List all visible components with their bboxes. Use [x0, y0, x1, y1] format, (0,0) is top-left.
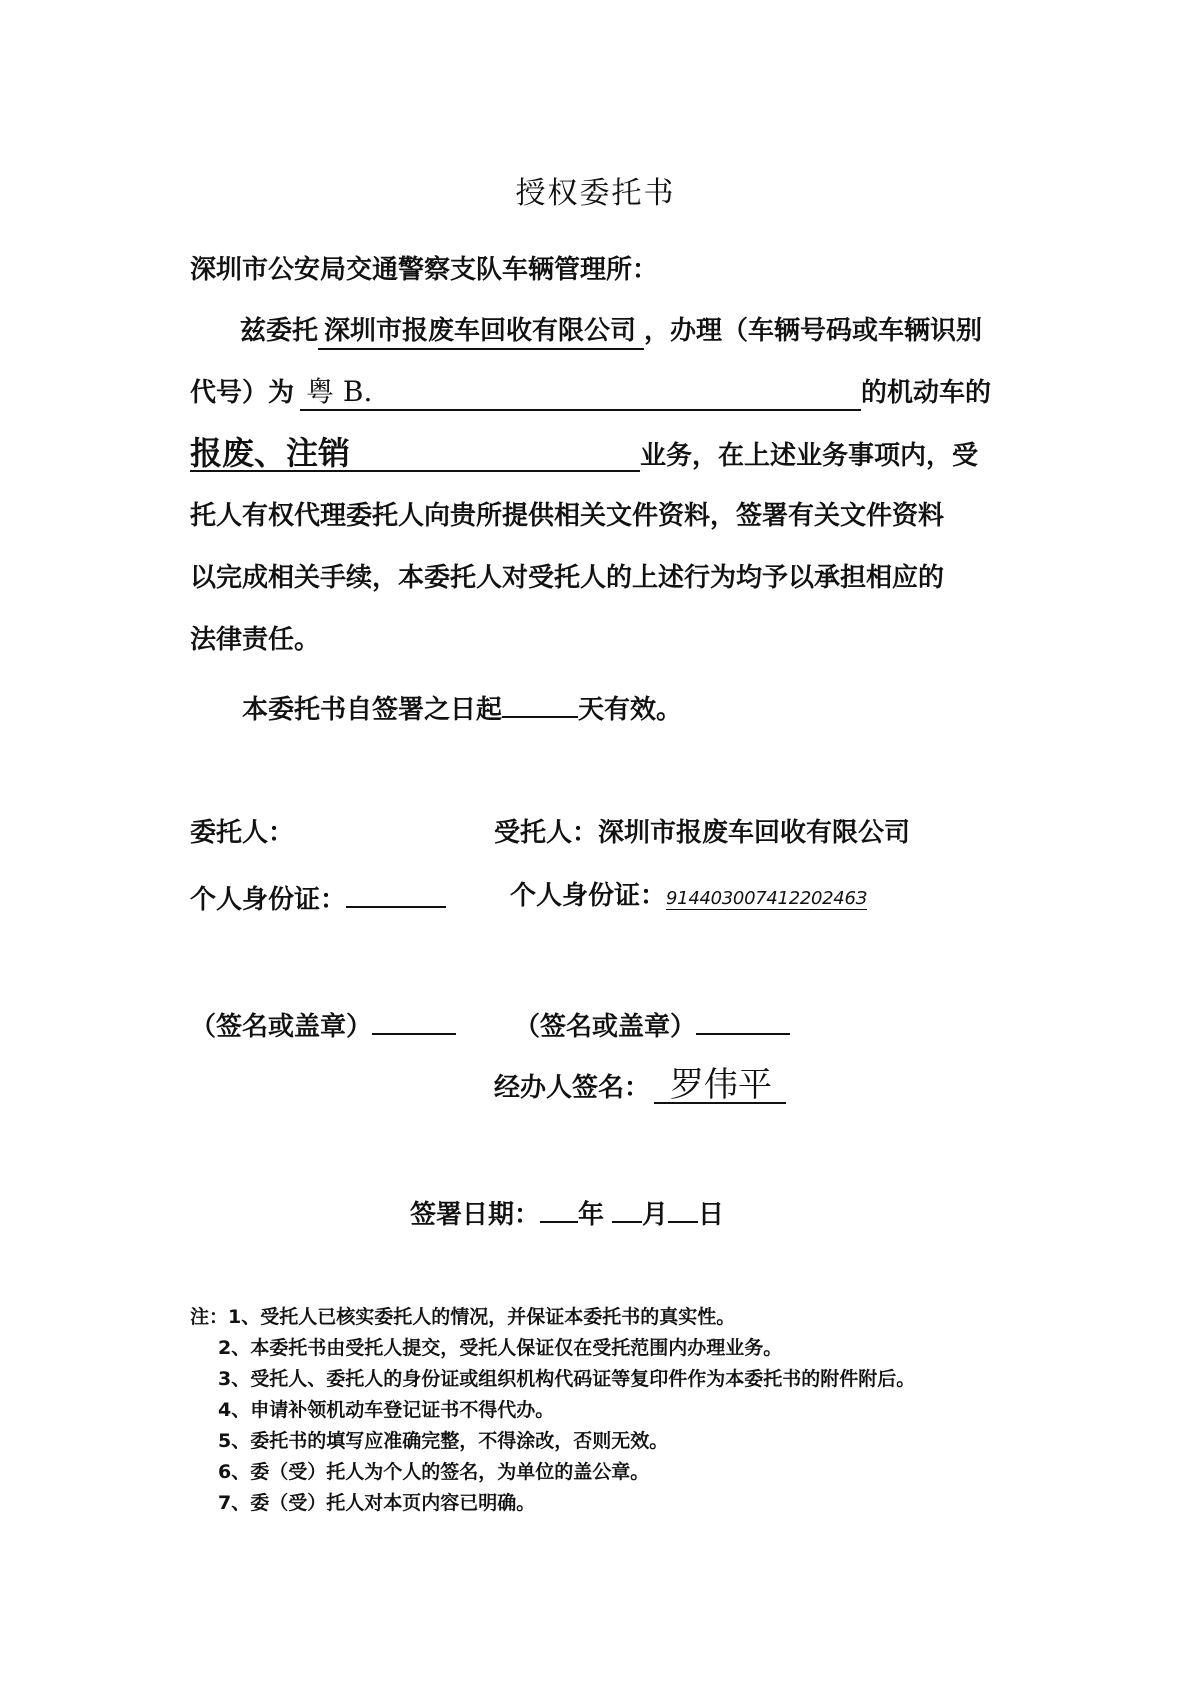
body-line-4: 托人有权代理委托人向贵所提供相关文件资料，签署有关文件资料 — [190, 501, 945, 531]
note-item: 6、委（受）托人为个人的签名，为单位的盖公章。 — [218, 1461, 650, 1483]
handler-signature: 罗伟平 — [654, 1068, 786, 1104]
principal-sign-label: （签名或盖章） — [190, 1012, 373, 1042]
note-prefix: 注： — [190, 1306, 229, 1328]
body-line-1 — [240, 313, 982, 350]
agent-sign-label: （签名或盖章） — [514, 1012, 697, 1042]
date-line — [410, 1193, 724, 1233]
agent-sign-line — [514, 1005, 790, 1045]
note-item: 5、委托书的填写应准确完整，不得涂改，否则无效。 — [218, 1430, 669, 1452]
business-field: 报废、注销 — [190, 436, 640, 472]
validity-prefix: 本委托书自签署之日起 — [242, 695, 503, 725]
body-line-2-prefix: 代号）为 — [190, 378, 295, 408]
note-item: 4、申请补领机动车登记证书不得代办。 — [218, 1399, 555, 1421]
body-line-1-prefix: 兹委托 — [240, 316, 319, 346]
principal-id-line — [190, 878, 446, 918]
month-blank — [612, 1193, 642, 1223]
date-month: 月 — [642, 1200, 669, 1230]
validity-days-blank — [502, 688, 578, 718]
validity-line — [242, 688, 682, 728]
addressee: 深圳市公安局交通警察支队车辆管理所： — [190, 255, 659, 285]
body-line-5: 以完成相关手续，本委托人对受托人的上述行为均予以承担相应的 — [190, 563, 945, 593]
handler-label: 经办人签名： — [494, 1073, 651, 1103]
body-line-2-suffix: 的机动车的 — [861, 378, 992, 408]
principal-id-blank — [346, 878, 446, 908]
body-line-6: 法律责任。 — [190, 625, 321, 655]
plate-field: 粤 B. — [300, 375, 861, 411]
principal-id-label: 个人身份证： — [190, 885, 347, 915]
note-item: 1、受托人已核实委托人的情况，并保证本委托书的真实性。 — [228, 1306, 736, 1328]
note-item: 7、委（受）托人对本页内容已明确。 — [218, 1492, 536, 1514]
document-title: 授权委托书 — [515, 176, 676, 211]
handler-line — [494, 1065, 786, 1106]
body-line-3 — [190, 436, 978, 474]
validity-suffix: 天有效。 — [578, 695, 683, 725]
principal-sign-line — [190, 1005, 456, 1045]
note-item: 2、本委托书由受托人提交，受托人保证仅在受托范围内办理业务。 — [218, 1337, 783, 1359]
date-year: 年 — [578, 1200, 605, 1230]
agent-id-line — [510, 878, 867, 917]
note-item: 3、受托人、委托人的身份证或组织机构代码证等复印件作为本委托书的附件附后。 — [218, 1368, 916, 1390]
agent-sign-blank — [696, 1005, 790, 1035]
note-line-1 — [190, 1302, 735, 1332]
agent-id-label: 个人身份证： — [510, 881, 667, 911]
year-blank — [540, 1193, 578, 1223]
agent-name-field: 深圳市报废车回收有限公司 — [318, 314, 644, 350]
day-blank — [668, 1193, 698, 1223]
body-line-1-suffix: ，办理（车辆号码或车辆识别 — [644, 316, 983, 346]
agent-label: 受托人：深圳市报废车回收有限公司 — [494, 818, 911, 848]
principal-sign-blank — [372, 1005, 456, 1035]
date-day: 日 — [698, 1200, 725, 1230]
principal-label: 委托人： — [190, 818, 295, 848]
date-label: 签署日期： — [410, 1200, 541, 1230]
body-line-3-suffix: 业务，在上述业务事项内，受 — [640, 441, 979, 471]
body-line-2 — [190, 375, 991, 411]
agent-id-value: 91440300741220246З — [666, 888, 867, 909]
